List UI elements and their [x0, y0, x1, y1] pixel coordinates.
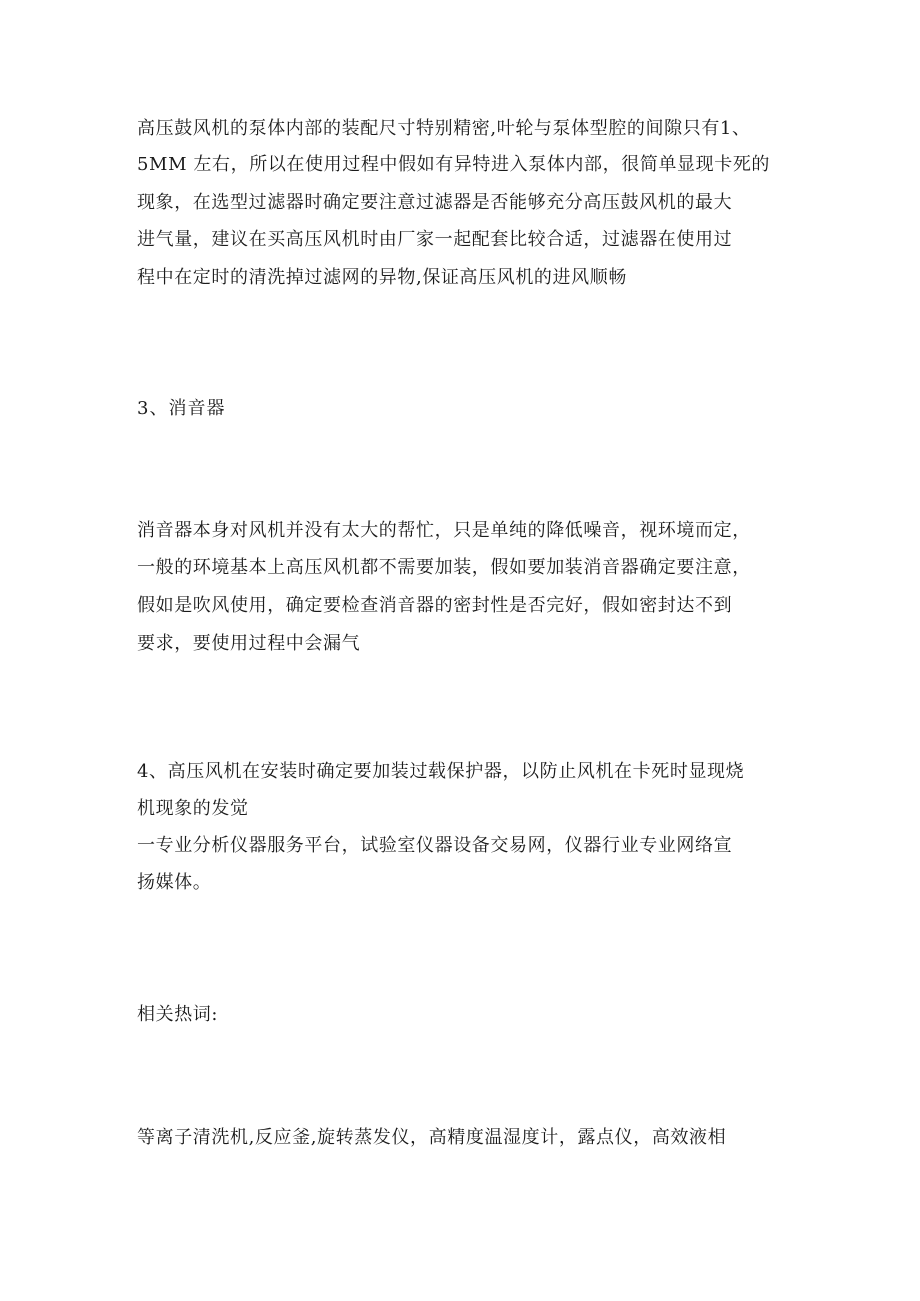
related-keywords-label: 相关热词:: [137, 1004, 219, 1025]
text-line: 假如是吹风使用，确定要检查消音器的密封性是否完好，假如密封达不到: [137, 595, 733, 616]
text-line: 现象，在选型过滤器时确定要注意过滤器是否能够充分高压鼓风机的最大: [137, 192, 733, 213]
text-line: 机现象的发觉: [137, 798, 249, 819]
text-line: 程中在定时的清洗掉过滤网的异物,保证高压风机的进风顺畅: [137, 267, 627, 288]
text-line: 一般的环境基本上高压风机都不需要加装，假如要加装消音器确定要注意，: [137, 557, 751, 578]
text-line: 进气量，建议在买高压风机时由厂家一起配套比较合适，过滤器在使用过: [137, 229, 733, 250]
text-line: 4、高压风机在安装时确定要加装过载保护器，以防止风机在卡死时显现烧: [137, 761, 745, 782]
related-keywords-line: 等离子清洗机,反应釜,旋转蒸发仪，高精度温湿度计，露点仪，高效液相: [137, 1127, 727, 1148]
section-heading-silencer: 3、消音器: [137, 398, 226, 419]
text-line: 扬媒体。: [137, 872, 212, 893]
text-line: 高压鼓风机的泵体内部的装配尺寸特别精密,叶轮与泵体型腔的间隙只有1、: [137, 118, 751, 139]
text-line: 一专业分析仪器服务平台，试验室仪器设备交易网，仪器行业专业网络宣: [137, 835, 733, 856]
text-line: 要求，要使用过程中会漏气: [137, 633, 361, 654]
text-line: 5MM 左右，所以在使用过程中假如有异特进入泵体内部，很简单显现卡死的: [137, 154, 771, 175]
text-line: 消音器本身对风机并没有太大的帮忙，只是单纯的降低噪音，视环境而定，: [137, 520, 751, 541]
